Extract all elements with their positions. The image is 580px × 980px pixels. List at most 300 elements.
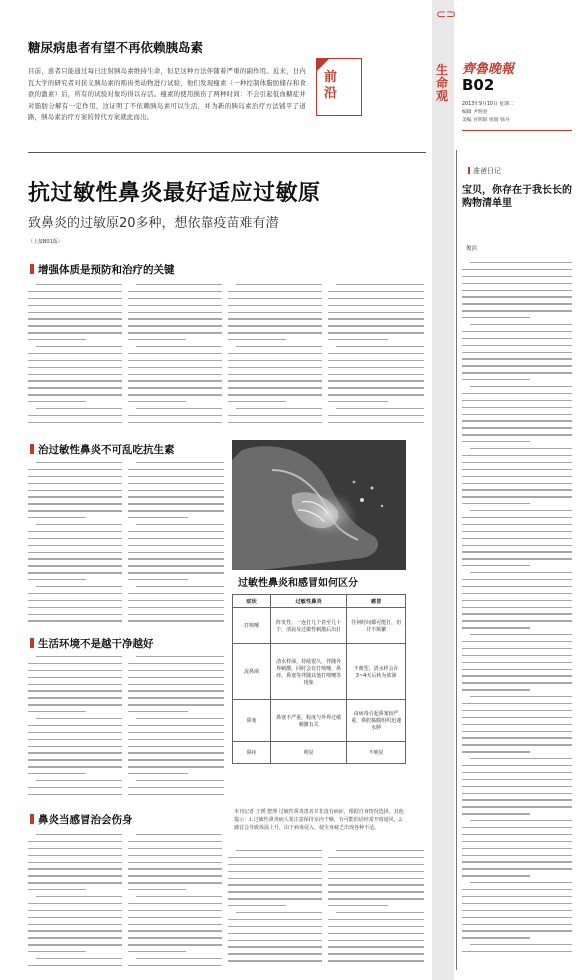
text-line	[228, 960, 322, 961]
text-line	[28, 965, 122, 966]
text-line	[228, 871, 322, 872]
text-line	[128, 360, 222, 361]
text-line	[328, 919, 424, 920]
text-line	[462, 669, 572, 670]
text-line	[128, 965, 222, 966]
text-line	[336, 912, 424, 913]
table-row	[233, 608, 406, 644]
text-line	[328, 422, 424, 423]
table-cell-symptom: 鼻塞	[233, 700, 271, 742]
text-line	[28, 690, 122, 691]
text-line	[128, 677, 224, 678]
text-line	[462, 675, 572, 676]
text-line	[328, 318, 424, 319]
text-line	[28, 600, 122, 601]
text-line	[462, 937, 530, 938]
table-header-symptom: 症状	[233, 595, 271, 608]
text-line	[36, 718, 122, 719]
text-line	[462, 407, 572, 408]
table-cell-symptom: 鼻痒	[233, 742, 271, 764]
text-line	[328, 374, 424, 375]
text-line	[128, 600, 224, 601]
text-line	[28, 579, 86, 580]
text-line	[28, 663, 122, 664]
text-line	[128, 917, 222, 918]
text-line	[462, 772, 572, 773]
text-line	[128, 924, 222, 925]
text-line	[28, 732, 122, 733]
text-line	[462, 269, 572, 270]
text-line	[462, 910, 572, 911]
text-line	[228, 394, 322, 395]
text-line	[228, 387, 322, 388]
text-line	[328, 298, 424, 299]
text-line	[28, 725, 122, 726]
text-line	[462, 641, 572, 642]
text-line	[328, 312, 424, 313]
text-line	[328, 305, 424, 306]
text-line	[128, 670, 224, 671]
text-line	[336, 284, 424, 285]
text-line	[462, 469, 572, 470]
table-row	[233, 644, 406, 700]
text-line	[462, 827, 572, 828]
text-line	[28, 538, 122, 539]
text-line	[462, 924, 572, 925]
text-line	[228, 318, 322, 319]
text-line	[328, 933, 424, 934]
body-column-12	[328, 850, 424, 967]
design-line: 美编 宫明阳 组版 韩丹	[462, 118, 510, 123]
section-heading-4	[30, 812, 133, 827]
text-line	[462, 751, 530, 752]
header-rule	[462, 130, 572, 131]
text-line	[228, 312, 322, 313]
text-line	[328, 857, 424, 858]
text-line	[462, 489, 572, 490]
sidebar-divider	[456, 150, 457, 970]
text-line	[462, 551, 572, 552]
text-line	[228, 353, 322, 354]
text-line	[136, 524, 224, 525]
section-heading-1-text: 增强体质是预防和治疗的关键	[38, 264, 175, 276]
text-line	[28, 677, 122, 678]
text-line	[128, 367, 222, 368]
text-line	[462, 303, 572, 304]
text-line	[228, 898, 322, 899]
body-column-7	[28, 656, 122, 801]
table-cell-cold: 不明显	[347, 742, 406, 764]
text-line	[128, 732, 224, 733]
text-line	[228, 415, 322, 416]
text-line	[128, 394, 222, 395]
section-divider	[28, 152, 426, 153]
text-line	[36, 834, 122, 835]
text-line	[228, 291, 322, 292]
text-line	[128, 476, 224, 477]
text-line	[28, 380, 122, 381]
body-column-9	[28, 834, 122, 972]
text-line	[470, 324, 572, 325]
text-line	[28, 951, 86, 952]
text-line	[28, 387, 122, 388]
text-line	[128, 787, 224, 788]
text-line	[28, 291, 122, 292]
text-line	[462, 834, 572, 835]
text-line	[28, 517, 86, 518]
text-line	[28, 360, 122, 361]
text-line	[128, 752, 224, 753]
text-line	[28, 353, 122, 354]
body-column-8	[128, 656, 224, 801]
source-note: （上接B01版）	[28, 239, 63, 245]
text-line	[462, 503, 530, 504]
text-line	[462, 317, 530, 318]
nose-illustration-svg	[232, 440, 406, 570]
comparison-table-title: 过敏性鼻炎和感冒如何区分	[238, 578, 358, 589]
text-line	[28, 620, 122, 621]
table-cell-symptom: 打喷嚏	[233, 608, 271, 644]
text-line	[128, 930, 222, 931]
text-line	[136, 958, 222, 959]
text-line	[36, 896, 122, 897]
sidebar-body-column	[462, 262, 572, 958]
text-line	[328, 415, 424, 416]
body-text-lines	[328, 850, 424, 962]
text-line	[462, 841, 572, 842]
section-heading-2-text: 治过敏性鼻炎不可乱吃抗生素	[38, 444, 175, 456]
text-line	[470, 572, 572, 573]
text-line	[28, 875, 122, 876]
text-line	[462, 779, 572, 780]
body-column-1	[28, 284, 122, 429]
text-line	[128, 496, 224, 497]
text-line	[462, 930, 572, 931]
text-line	[36, 408, 122, 409]
text-line	[470, 262, 572, 263]
text-line	[228, 864, 322, 865]
text-line	[470, 386, 572, 387]
body-text-lines	[328, 284, 424, 423]
text-line	[28, 711, 86, 712]
text-line	[28, 944, 122, 945]
text-line	[28, 394, 122, 395]
text-line	[228, 332, 322, 333]
sidebar-band	[432, 0, 457, 980]
text-line	[28, 374, 122, 375]
text-line	[328, 387, 424, 388]
text-line	[28, 889, 86, 890]
text-line	[128, 305, 222, 306]
table-cell-cold: 任何时间都可能打，但并不频繁	[347, 608, 406, 644]
text-line	[128, 663, 224, 664]
text-line	[28, 670, 122, 671]
body-column-5	[28, 462, 122, 627]
text-line	[128, 766, 224, 767]
text-line	[28, 469, 122, 470]
table-cell-allergic: 鼻塞不严重，程度与外界过敏刺激有关	[271, 700, 347, 742]
table-cell-cold: 不典型，清水样会在3~4天后转为浓涕	[347, 644, 406, 700]
section-heading-3	[30, 636, 154, 651]
text-line	[28, 415, 122, 416]
text-line	[128, 855, 222, 856]
text-line	[462, 483, 572, 484]
text-line	[328, 339, 388, 340]
text-line	[462, 868, 572, 869]
text-line	[228, 926, 322, 927]
body-text-lines	[28, 656, 122, 795]
text-line	[328, 898, 424, 899]
table-cell-allergic: 阵发性，一连打几个甚至几十个，清晨及过敏性刺激后出打	[271, 608, 347, 644]
text-line	[36, 462, 122, 463]
text-line	[128, 746, 224, 747]
text-line	[128, 531, 224, 532]
top-story-title: 糖尿病患者有望不再依赖胰岛素	[28, 40, 204, 55]
text-line	[228, 401, 286, 402]
text-line	[462, 889, 572, 890]
text-line	[36, 656, 122, 657]
text-line	[128, 503, 224, 504]
text-line	[228, 339, 286, 340]
text-line	[36, 284, 122, 285]
text-line	[28, 614, 122, 615]
text-line	[462, 462, 572, 463]
text-line	[328, 891, 424, 892]
text-line	[470, 882, 572, 883]
text-line	[28, 787, 122, 788]
body-text-lines	[228, 284, 322, 423]
text-line	[28, 882, 122, 883]
text-line	[28, 483, 122, 484]
text-line	[128, 848, 222, 849]
text-line	[462, 331, 572, 332]
text-line	[28, 855, 122, 856]
text-line	[136, 718, 224, 719]
text-line	[128, 401, 186, 402]
text-line	[136, 780, 224, 781]
text-line	[462, 717, 572, 718]
text-line	[128, 951, 186, 952]
text-line	[228, 884, 322, 885]
text-line	[462, 607, 572, 608]
text-line	[28, 367, 122, 368]
text-line	[462, 786, 572, 787]
table-header-row	[233, 595, 406, 608]
text-line	[470, 758, 572, 759]
text-line	[136, 656, 224, 657]
text-line	[462, 545, 572, 546]
body-column-6	[128, 462, 224, 627]
text-line	[128, 944, 222, 945]
text-line	[128, 593, 224, 594]
text-line	[462, 393, 572, 394]
text-line	[128, 903, 222, 904]
text-line	[462, 682, 572, 683]
text-line	[28, 325, 122, 326]
text-line	[28, 903, 122, 904]
text-line	[228, 374, 322, 375]
text-line	[462, 524, 572, 525]
body-text-lines	[28, 462, 122, 622]
text-line	[128, 759, 224, 760]
text-line	[28, 496, 122, 497]
text-line	[128, 374, 222, 375]
text-line	[336, 850, 424, 851]
text-line	[462, 648, 572, 649]
text-line	[128, 483, 224, 484]
text-line	[328, 864, 424, 865]
text-line	[462, 903, 572, 904]
text-line	[128, 415, 222, 416]
table-cell-allergic: 明显	[271, 742, 347, 764]
text-line	[128, 711, 188, 712]
body-text-lines	[28, 284, 122, 423]
text-line	[462, 400, 572, 401]
text-line	[128, 572, 224, 573]
text-line	[136, 346, 222, 347]
text-line	[462, 744, 572, 745]
text-line	[28, 924, 122, 925]
text-line	[36, 346, 122, 347]
text-line	[28, 558, 122, 559]
text-line	[462, 620, 572, 621]
text-line	[328, 871, 424, 872]
text-line	[128, 565, 224, 566]
editor-line: 编辑 尹明亮	[462, 110, 488, 115]
text-line	[328, 401, 388, 402]
section-heading-1	[30, 262, 175, 277]
text-line	[128, 910, 222, 911]
body-text-lines	[28, 834, 122, 966]
text-line	[462, 613, 572, 614]
text-line	[470, 820, 572, 821]
text-line	[136, 834, 222, 835]
text-line	[462, 420, 572, 421]
text-line	[462, 917, 572, 918]
body-column-10	[128, 834, 222, 972]
text-line	[462, 310, 572, 311]
text-line	[462, 338, 572, 339]
text-line	[328, 905, 388, 906]
table-header-cold: 感冒	[347, 595, 406, 608]
section-heading-4-text: 鼻炎当感冒治会伤身	[38, 814, 133, 826]
text-line	[462, 276, 572, 277]
text-line	[462, 434, 572, 435]
text-line	[28, 565, 122, 566]
text-line	[28, 572, 122, 573]
text-line	[462, 455, 572, 456]
text-line	[128, 545, 224, 546]
text-line	[28, 930, 122, 931]
text-line	[328, 291, 424, 292]
table-cell-cold: 由病毒引起鼻塞较严重，鼻腔黏膜组织迅速水肿	[347, 700, 406, 742]
text-line	[228, 905, 286, 906]
text-line	[228, 305, 322, 306]
text-line	[28, 401, 86, 402]
text-line	[462, 855, 572, 856]
text-line	[128, 690, 224, 691]
text-line	[462, 345, 572, 346]
text-line	[28, 510, 122, 511]
text-line	[228, 919, 322, 920]
section-heading-3-text: 生活环境不是越干净越好	[38, 638, 154, 650]
text-line	[128, 607, 224, 608]
text-line	[228, 933, 322, 934]
text-line	[462, 565, 530, 566]
text-line	[462, 538, 572, 539]
frontier-label: 前沿	[324, 70, 338, 101]
text-line	[228, 953, 322, 954]
main-headline: 抗过敏性鼻炎最好适应过敏原	[28, 181, 321, 206]
text-line	[128, 579, 188, 580]
text-line	[462, 813, 530, 814]
text-line	[128, 353, 222, 354]
text-line	[128, 862, 222, 863]
body-column-4	[328, 284, 424, 429]
text-line	[28, 848, 122, 849]
text-line	[28, 917, 122, 918]
text-line	[462, 496, 572, 497]
text-line	[36, 780, 122, 781]
table-notes: 本刊记者 王媛 整理 过敏性鼻炎患者并非没有病症，根据自身情况选择。其他提示：1.过敏性鼻炎病人要注意保持室内干燥，有可能的话经常开窗通风。2.感冒会导致体温上升，由于病毒侵入，使全身疲乏出现各种不适。	[234, 809, 404, 831]
text-line	[228, 360, 322, 361]
text-line	[28, 318, 122, 319]
nasal-anatomy-illustration	[232, 440, 406, 570]
text-line	[328, 884, 424, 885]
section-name: 生命观	[436, 63, 449, 103]
text-line	[136, 896, 222, 897]
text-line	[462, 737, 572, 738]
heading-marker	[30, 444, 34, 454]
text-line	[28, 739, 122, 740]
table-cell-symptom: 流鼻涕	[233, 644, 271, 700]
text-line	[28, 312, 122, 313]
text-line	[136, 586, 224, 587]
text-line	[236, 850, 322, 851]
text-line	[128, 339, 186, 340]
text-line	[462, 531, 572, 532]
section-heading-2	[30, 442, 175, 457]
text-line	[128, 387, 222, 388]
text-line	[28, 773, 86, 774]
ornament-icon: ⊂⊃	[436, 7, 457, 21]
text-line	[128, 794, 224, 795]
body-text-lines	[228, 850, 322, 962]
main-subheadline: 致鼻炎的过敏原20多种，想依靠疫苗难有潜	[28, 216, 279, 231]
text-line	[128, 697, 224, 698]
text-line	[462, 662, 572, 663]
text-line	[328, 878, 424, 879]
text-line	[462, 586, 572, 587]
body-text-lines	[462, 262, 572, 952]
text-line	[462, 358, 572, 359]
text-line	[36, 586, 122, 587]
text-line	[462, 710, 572, 711]
text-line	[462, 799, 572, 800]
text-line	[462, 861, 572, 862]
text-line	[128, 538, 224, 539]
text-line	[136, 284, 222, 285]
text-line	[328, 367, 424, 368]
table-row	[233, 742, 406, 764]
text-line	[462, 848, 572, 849]
frontier-badge	[316, 58, 362, 116]
text-line	[128, 312, 222, 313]
text-line	[28, 766, 122, 767]
body-text-lines	[128, 656, 224, 795]
text-line	[128, 889, 186, 890]
text-line	[228, 946, 322, 947]
